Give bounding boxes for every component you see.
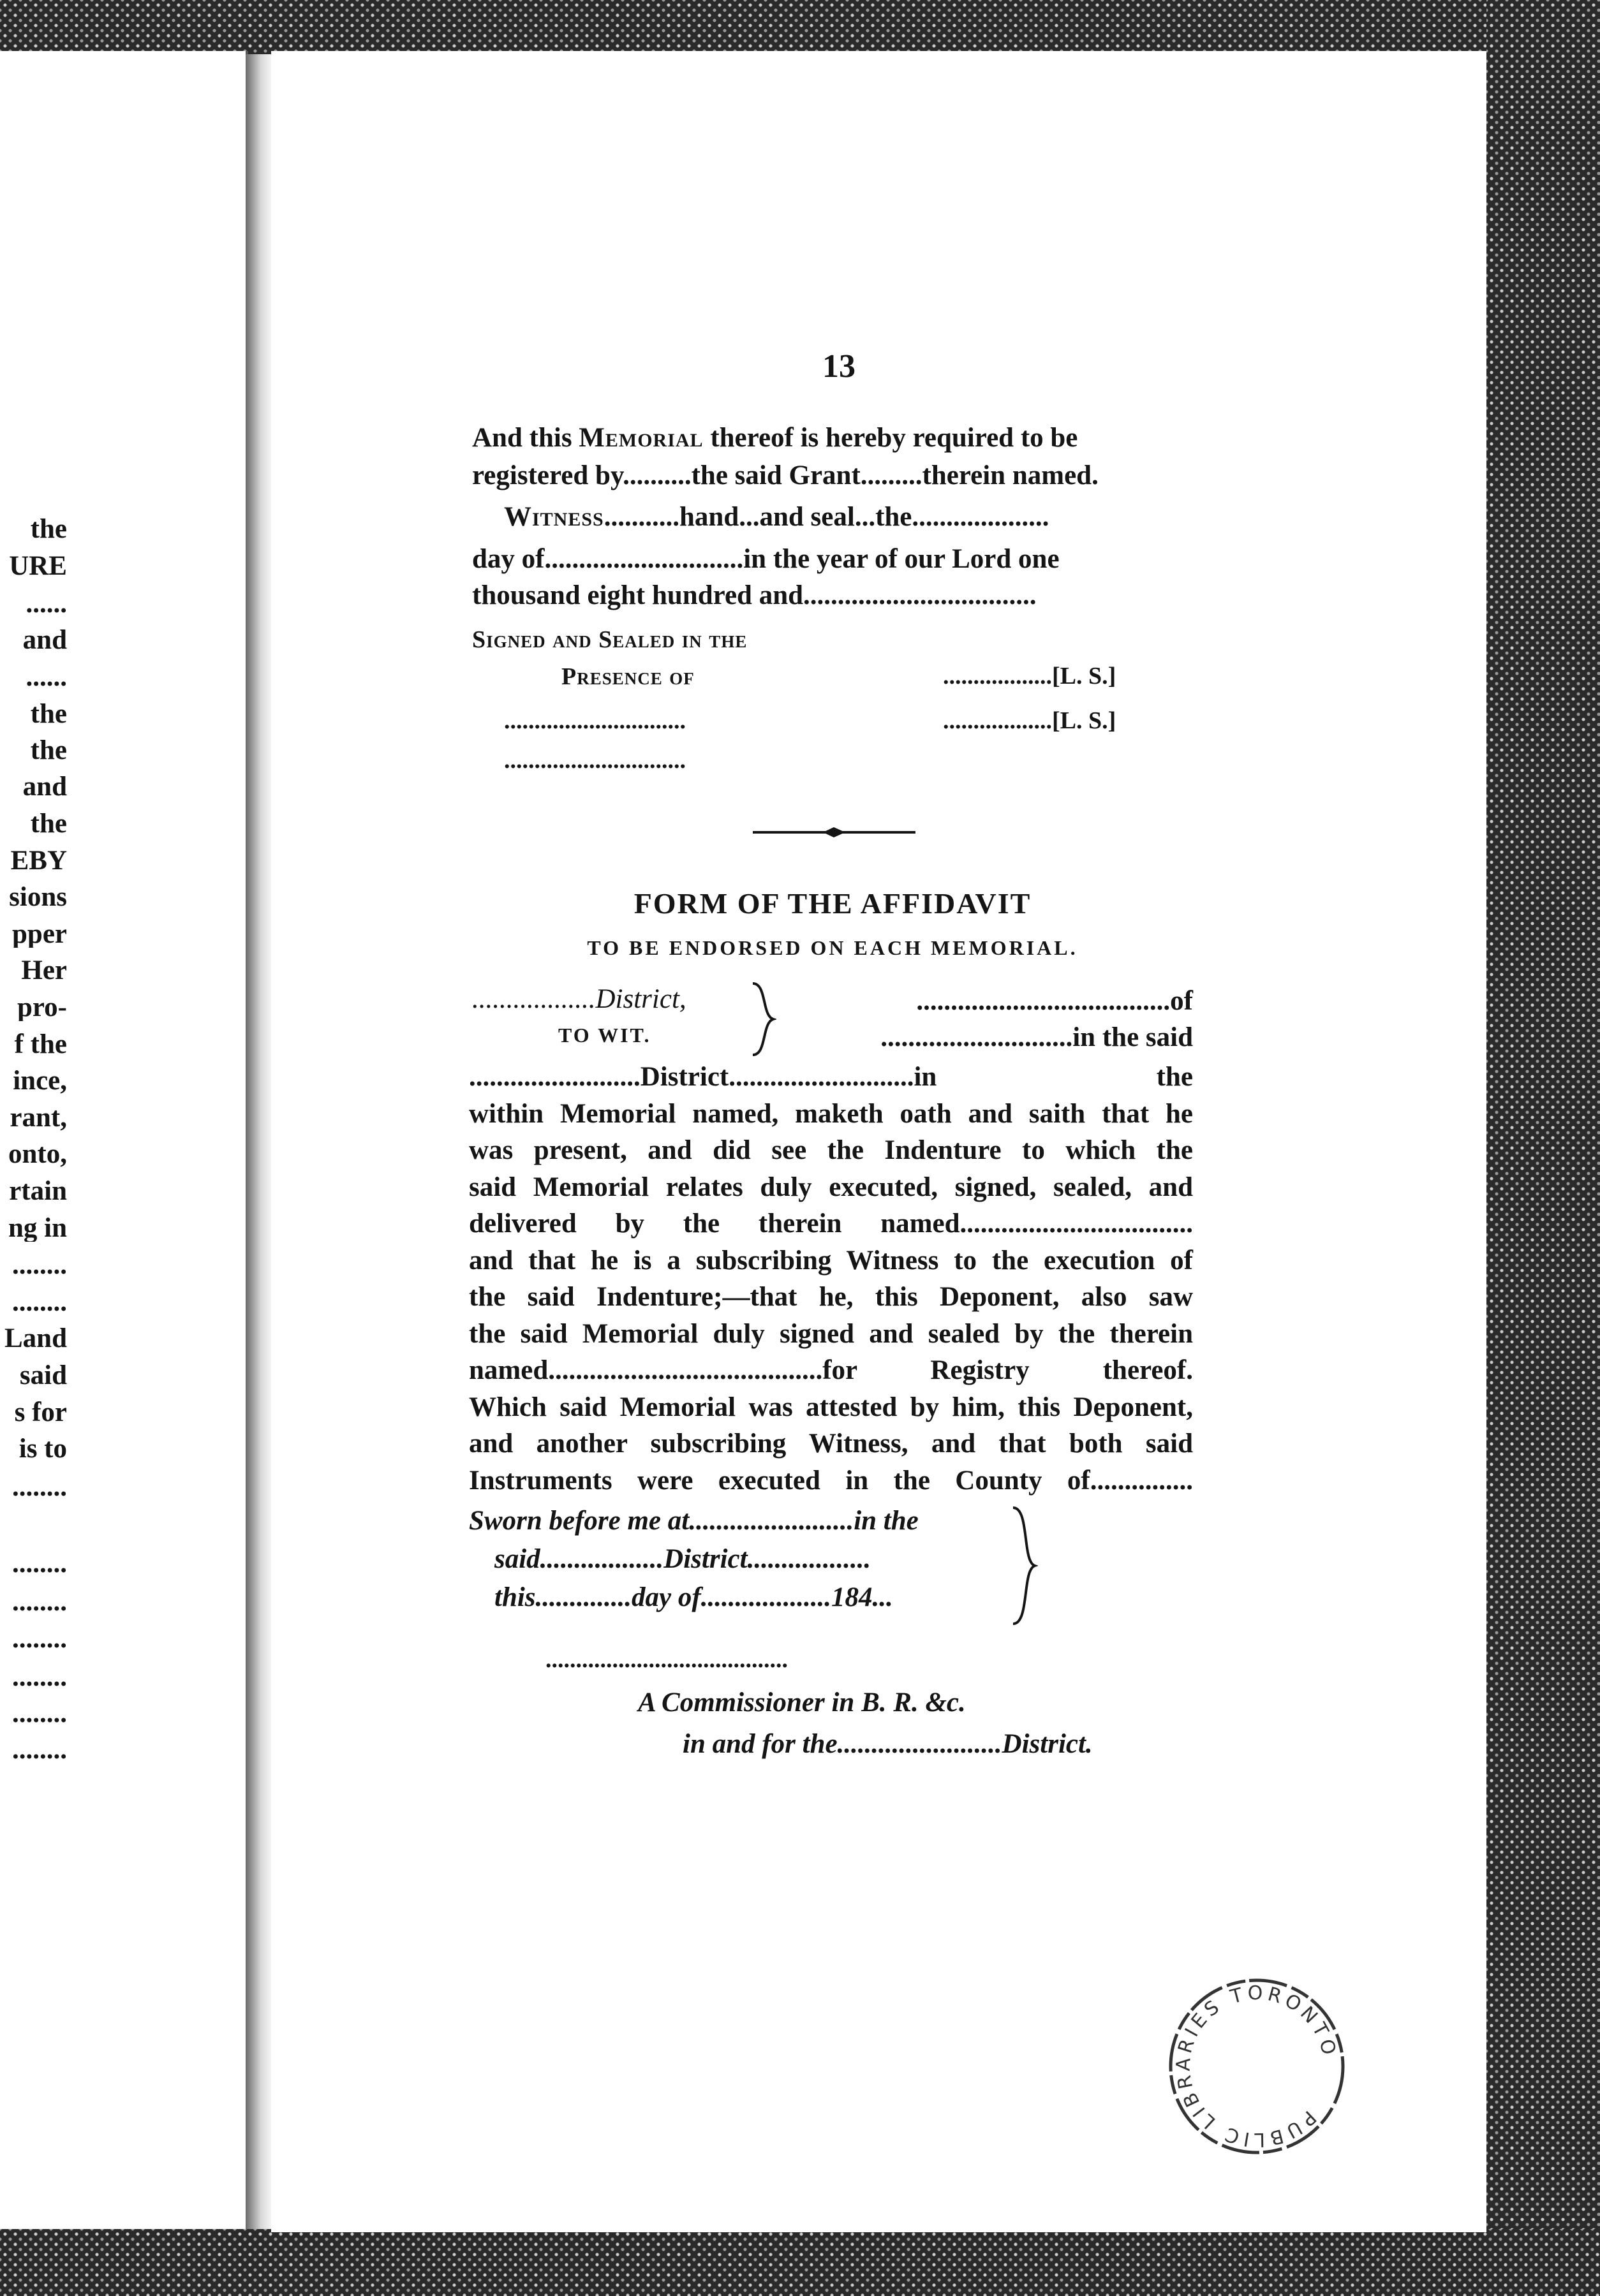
affidavit-body-line: Instruments were executed in the County of............... (469, 1465, 1193, 1496)
affidavit-body-line: named........................................for Registry thereof. (469, 1355, 1193, 1385)
left-page-fragment: ng in (8, 1214, 67, 1242)
left-page-text (0, 0, 70, 2296)
left-page-fragment: rant, (10, 1104, 67, 1131)
district-left: ..................District, (472, 984, 686, 1014)
sworn-block (469, 1502, 1024, 1617)
affidavit-right-top: .....................................of (916, 986, 1193, 1016)
commissioner-district: in and for the........................District. (683, 1729, 1093, 1759)
memorial-line-3: Witness...........hand...and seal...the.................... (504, 502, 1049, 532)
left-page-fragment: ........ (12, 1588, 67, 1615)
ls-line-2: ..................[L. S.] (943, 707, 1116, 734)
left-page-fragment: and (22, 773, 67, 800)
scan-border-top (0, 0, 1600, 54)
commissioner-dots: ........................................ (545, 1646, 788, 1673)
library-stamp-seal (1167, 1977, 1346, 2156)
affidavit-subtitle: TO BE ENDORSED ON EACH MEMORIAL. (587, 936, 1078, 959)
left-page-fragment: ...... (26, 590, 67, 617)
left-page-fragment: pper (12, 920, 67, 948)
left-page-fragment: ........ (12, 1288, 67, 1316)
left-page-fragment: URE (9, 552, 67, 580)
left-page-fragment: ........ (12, 1251, 67, 1279)
affidavit-body-line: Which said Memorial was attested by him, this Deponent, (469, 1392, 1193, 1422)
affidavit-body-line: the said Memorial duly signed and sealed by the therein (469, 1318, 1193, 1349)
witness-dots-1: .............................. (504, 707, 686, 734)
scan-border-bottom (0, 2229, 1600, 2296)
left-page-fragment: ........ (12, 1736, 67, 1763)
memorial-line-4: day of.............................in the year of our Lord one (472, 544, 1060, 574)
affidavit-body-line: and another subscribing Witness, and that both said (469, 1429, 1193, 1459)
left-page-fragment: said (19, 1362, 67, 1389)
witness-dots-2: .............................. (504, 747, 686, 774)
presence-label: Presence of (561, 663, 695, 690)
left-page-fragment: ........ (12, 1473, 67, 1501)
affidavit-body-line: was present, and did see the Indenture to which the (469, 1135, 1193, 1165)
affidavit-body (469, 1059, 1193, 1499)
memorial-line-2: registered by..........the said Grant.........therein named. (472, 460, 1099, 490)
commissioner-title: A Commissioner in B. R. &c. (638, 1688, 966, 1718)
left-page-fragment: the (30, 737, 67, 764)
affidavit-right-bottom: ............................in the said (880, 1022, 1193, 1052)
district-brace (748, 981, 776, 1057)
left-page-fragment: rtain (9, 1177, 67, 1205)
affidavit-body-line: the said Indenture;—that he, this Deponent, also saw (469, 1282, 1193, 1312)
left-page-fragment: is to (19, 1435, 67, 1462)
sworn-brace (1009, 1505, 1038, 1626)
left-page-fragment: Land (4, 1325, 67, 1352)
left-page-fragment: ........ (12, 1663, 67, 1691)
sworn-line-2: said..................District.................. (494, 1544, 871, 1574)
left-page-fragment: s for (14, 1399, 67, 1426)
affidavit-body-line: said Memorial relates duly executed, signed, sealed, and (469, 1172, 1193, 1202)
scan-border-right (1486, 0, 1600, 2296)
svg-text:PUBLIC LIBRARIES TORONTO: PUBLIC LIBRARIES TORONTO (1172, 1982, 1341, 2151)
affidavit-body-line: .........................District...........................in the (469, 1062, 1193, 1092)
left-page-fragment: the (30, 700, 67, 728)
signed-sealed-label: Signed and Sealed in the (472, 626, 748, 653)
to-wit: TO WIT. (558, 1024, 651, 1047)
left-page-fragment: the (30, 515, 67, 543)
memorial-line-1: And this Memorial thereof is hereby required to be (472, 423, 1078, 453)
affidavit-body-line: within Memorial named, maketh oath and saith that he (469, 1098, 1193, 1129)
left-page-fragment: the (30, 810, 67, 837)
ls-line-1: ..................[L. S.] (943, 663, 1116, 689)
affidavit-title: FORM OF THE AFFIDAVIT (633, 887, 1032, 920)
left-page-fragment: onto, (8, 1140, 67, 1168)
left-page-fragment: f the (14, 1031, 67, 1058)
left-page-fragment: sions (9, 883, 67, 911)
sworn-line-1: Sworn before me at........................in the (469, 1506, 919, 1536)
ornament-divider (753, 823, 915, 842)
left-page-fragment: and (22, 626, 67, 654)
left-page-fragment: Her (21, 957, 67, 984)
left-page-fragment: pro- (17, 994, 67, 1021)
left-page-fragment: EBY (10, 847, 67, 874)
left-page-fragment: ........ (12, 1625, 67, 1652)
left-page-fragment: ........ (12, 1550, 67, 1577)
affidavit-body-line: and that he is a subscribing Witness to the execution of (469, 1245, 1193, 1276)
left-page-fragment: ...... (26, 663, 67, 691)
left-page-fragment: ........ (12, 1700, 67, 1727)
sworn-line-3: this..............day of...................184... (494, 1582, 893, 1612)
affidavit-body-line: delivered by the therein named.................................. (469, 1209, 1193, 1239)
left-page-fragment: ince, (13, 1067, 67, 1094)
page-number: 13 (822, 348, 856, 385)
memorial-line-5: thousand eight hundred and.................................. (472, 580, 1037, 610)
book-spine (246, 54, 271, 2229)
